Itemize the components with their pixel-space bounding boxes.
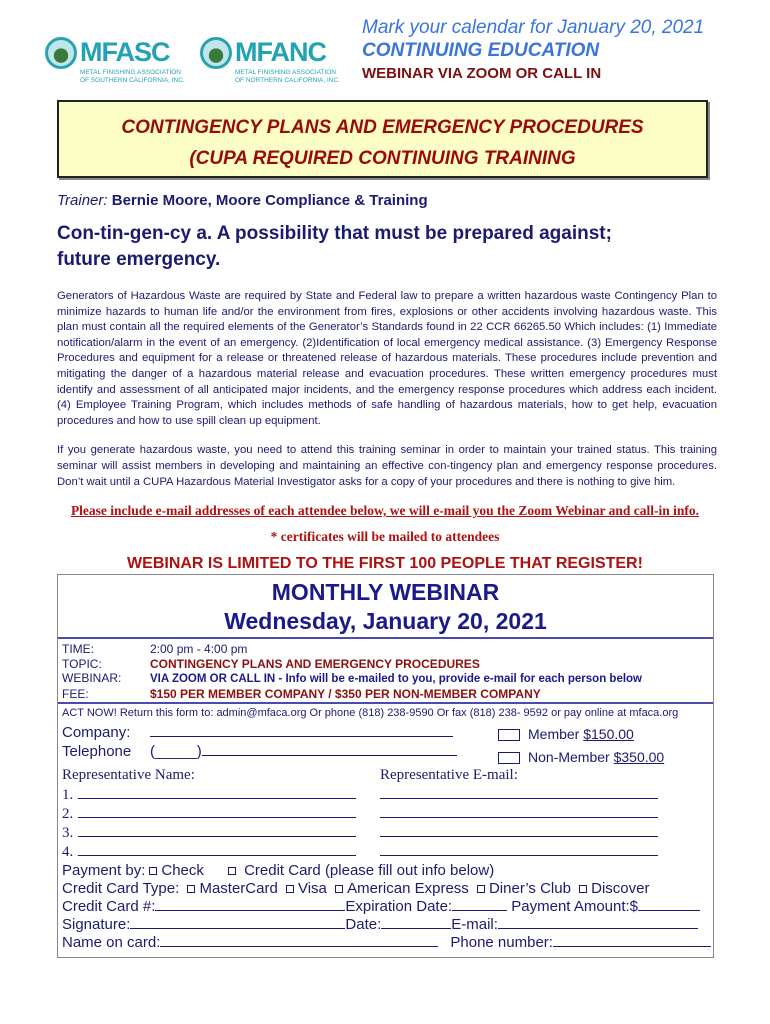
phone-field[interactable] bbox=[553, 934, 711, 947]
expiration-field[interactable] bbox=[452, 898, 507, 911]
rep-row: 2. bbox=[62, 805, 658, 823]
rep-email-field[interactable] bbox=[380, 786, 658, 799]
rep-name-field[interactable] bbox=[78, 843, 356, 856]
description-paragraph: Generators of Hazardous Waste are required by State and Federal law to prepare a written hazardous waste Contingency Plan to minimize hazards to human life and/or the environment from fires, explosions or other accidents involving hazardous waste. This plan must contain all the required elements of the Generator’s Standards found in 22 CCR 66265.50 Which includes: (1) Immediate notification/alarm in the event of an emergency. (2)Identification of local emergency medical assistance. (3) Emergency Response Procedures and equipment for a release or threatened release of hazardous materials. These procedures include prevention and mitigating the danger of a hazardous material release and evacuation procedures. These written emergency procedures must identify and assessment of all anticipated major incidents, and the emergency response procedures which address each incident. (4) Employee Training Program, which includes methods of safe handling of hazardous materials, how to get help, evacuation procedures and how to use spill clean up equipment. bbox=[57, 290, 717, 427]
email-notice: Please include e-mail addresses of each attendee below, we will e-mail you the Zoom Webinar and call-in info. bbox=[70, 503, 700, 519]
nonmember-checkbox[interactable] bbox=[498, 752, 520, 764]
event-info: TIME: 2:00 pm - 4:00 pm TOPIC: CONTINGENCY PLANS AND EMERGENCY PROCEDURES WEBINAR: VIA ZOOM OR CALL IN - Info will be e-mailed to you, provide e-mail for each person below FEE: $150 PER MEMBER COMPANY / $350 PER NON-MEMBER COMPANY bbox=[62, 642, 643, 701]
mfanc-logo: MFANC METAL FINISHING ASSOCIATION OF NORTHERN CALIFORNIA, INC. bbox=[200, 37, 340, 85]
discover-checkbox[interactable] bbox=[579, 885, 587, 893]
card-number-field[interactable] bbox=[155, 898, 345, 911]
rep-row: 3. bbox=[62, 824, 658, 842]
header-text: Mark your calendar for January 20, 2021 CONTINUING EDUCATION WEBINAR VIA ZOOM OR CALL IN bbox=[362, 17, 705, 82]
card-type-row: Credit Card Type: MasterCard Visa American Express Diner’s Club Discover bbox=[62, 880, 650, 898]
date-field[interactable] bbox=[381, 916, 451, 929]
rep-name-field[interactable] bbox=[78, 824, 356, 837]
amount-field[interactable] bbox=[638, 898, 700, 911]
payment-by-row: Payment by: Check Credit Card (please fill out info below) bbox=[62, 862, 495, 880]
email-field[interactable] bbox=[498, 916, 698, 929]
card-number-row: Credit Card #: Expiration Date: Payment Amount:$ bbox=[62, 898, 700, 915]
signature-row: Signature: Date: E-mail: bbox=[62, 916, 698, 933]
certificate-notice: * certificates will be mailed to attendees bbox=[270, 529, 500, 545]
amex-checkbox[interactable] bbox=[335, 885, 343, 893]
course-title-line1: CONTINGENCY PLANS AND EMERGENCY PROCEDURES bbox=[121, 117, 644, 138]
course-title-box bbox=[57, 100, 708, 178]
diners-checkbox[interactable] bbox=[477, 885, 485, 893]
rep-email-field[interactable] bbox=[380, 824, 658, 837]
registration-form bbox=[57, 574, 714, 958]
divider bbox=[58, 637, 713, 639]
definition-heading: Con-tin-gen-cy a. A possibility that must be prepared against; future emergency. bbox=[57, 223, 612, 270]
company-field[interactable] bbox=[150, 724, 453, 737]
globe-icon bbox=[200, 37, 232, 69]
nonmember-option[interactable]: Non-Member $350.00 bbox=[498, 749, 664, 766]
course-title-line2: (CUPA REQUIRED CONTINUING TRAINING bbox=[189, 148, 576, 169]
name-on-card-field[interactable] bbox=[160, 934, 438, 947]
divider bbox=[58, 702, 713, 704]
trainer: Trainer: Bernie Moore, Moore Compliance & Training bbox=[57, 192, 428, 209]
rep-row: 4. bbox=[62, 843, 658, 861]
main-content bbox=[57, 191, 717, 958]
member-option[interactable]: Member $150.00 bbox=[498, 726, 634, 743]
form-heading: MONTHLY WEBINAR bbox=[271, 579, 500, 606]
rep-email-field[interactable] bbox=[380, 805, 658, 818]
rep-row: 1. bbox=[62, 786, 658, 804]
company-row: Company: bbox=[62, 724, 453, 741]
globe-icon bbox=[45, 37, 77, 69]
limited-notice: WEBINAR IS LIMITED TO THE FIRST 100 PEOPLE THAT REGISTER! bbox=[127, 555, 643, 573]
seminar-paragraph: If you generate hazardous waste, you need to attend this training seminar in order to maintain your trained status. This training seminar will assist members in developing and maintaining an effective con-tingency plan and emergency response procedures. Don’t wait until a CUPA Hazardous Material Investigator asks for a copy of your procedures and there is nothing to give him. bbox=[57, 444, 717, 488]
name-on-card-row: Name on card: Phone number: bbox=[62, 934, 711, 951]
form-date: Wednesday, January 20, 2021 bbox=[224, 608, 547, 635]
check-checkbox[interactable] bbox=[149, 867, 157, 875]
visa-checkbox[interactable] bbox=[286, 885, 294, 893]
mastercard-checkbox[interactable] bbox=[187, 885, 195, 893]
rep-name-field[interactable] bbox=[78, 805, 356, 818]
act-now-text: ACT NOW! Return this form to: admin@mfaca.org Or phone (818) 238-9590 Or fax (818) 238- 9592 or pay online at mfaca.org bbox=[62, 707, 679, 720]
member-checkbox[interactable] bbox=[498, 729, 520, 741]
rep-email-field[interactable] bbox=[380, 843, 658, 856]
rep-name-label: Representative Name: bbox=[62, 767, 195, 784]
rep-email-label: Representative E-mail: bbox=[380, 767, 518, 784]
signature-field[interactable] bbox=[130, 916, 345, 929]
mfasc-logo: MFASC METAL FINISHING ASSOCIATION OF SOUTHERN CALIFORNIA, INC. bbox=[45, 37, 185, 85]
telephone-row: Telephone (_____) bbox=[62, 743, 457, 760]
telephone-field[interactable] bbox=[202, 743, 457, 756]
credit-card-checkbox[interactable] bbox=[228, 867, 236, 875]
rep-name-field[interactable] bbox=[78, 786, 356, 799]
